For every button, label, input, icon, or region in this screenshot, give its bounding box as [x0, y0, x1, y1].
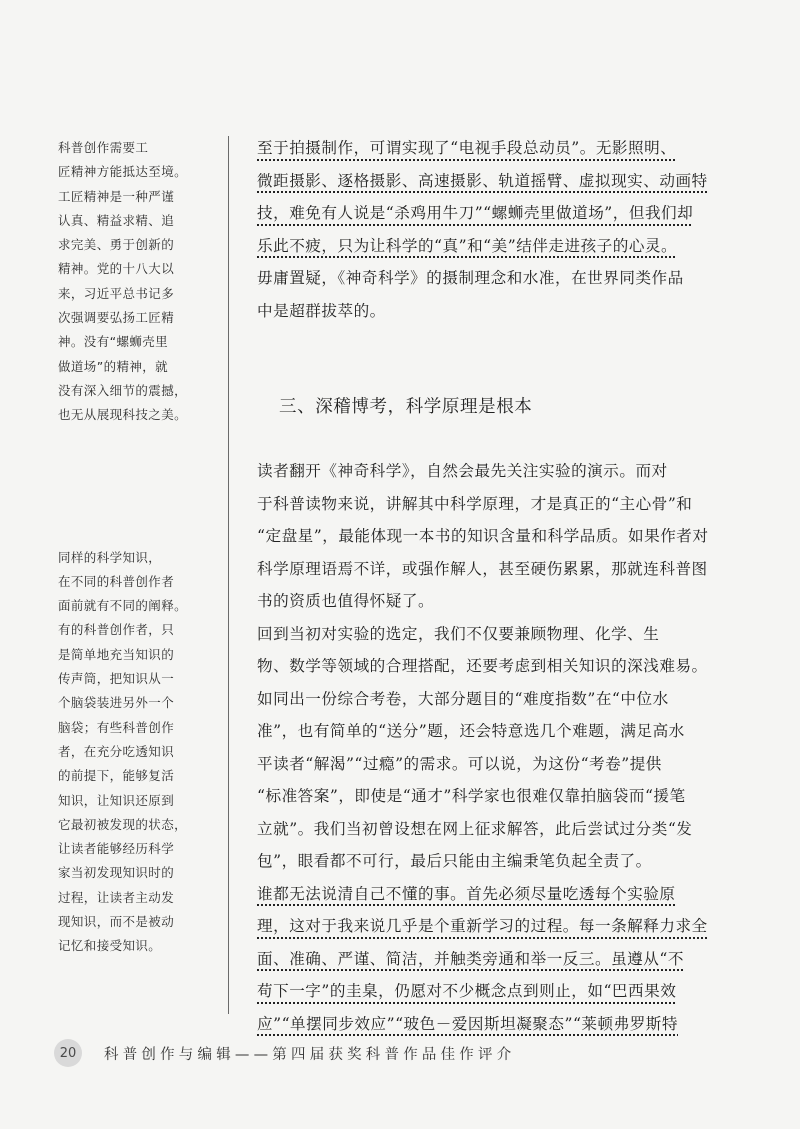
paragraph: 读者翻开《神奇科学》，自然会最先关注实验的演示。而对 于科普读物来说，讲解其中科学原理，才是真正的“主心骨”和 “定盘星”，最能体现一本书的知识含量和科学品质。如果作者对 科学原理语焉不详，或强作解人，甚至硬伤累累，那就连科普图 书的资质也值得怀疑了。	[257, 462, 709, 610]
body-text	[257, 132, 727, 1040]
emphasized-text: 至于拍摄制作，可谓实现了“电视手段总动员”。无影照明、 微距摄影、逐格摄影、高速摄影、轨道摇臂、虚拟现实、动画特 技，难免有人说是“杀鸡用牛刀”“螺蛳壳里做道场”，但我们却 乐此不疲，只为让科学的“真”和“美”结伴走进孩子的心灵。	[257, 139, 708, 255]
paragraph	[257, 878, 727, 1041]
margin-note: 同样的科学知识， 在不同的科普创作者 面前就有不同的阐释。 有的科普创作者，只 是简单地充当知识的 传声筒，把知识从一 个脑袋装进另外一个 脑袋；有些科普创作 者，在充分吃透知识 的前提下，能够复活 知识，让知识还原到 它最初被发现的状态， 让读者能够经历科学 家当初发现知识时的 过程，让读者主动发 现知识，而不是被动 记忆和接受知识。	[58, 549, 188, 954]
paragraph: 回到当初对实验的选定，我们不仅要兼顾物理、化学、生 物、数学等领域的合理搭配，还要考虑到相关知识的深浅难易。 如同出一份综合考卷，大部分题目的“难度指数”在“中位水 准”，也有简单的“送分”题，还会特意选几个难题，满足高水 平读者“解渴”“过瘾”的需求。可以说，为这份“考卷”提供 “标准答案”，即使是“通才”科学家也很难仅靠拍脑袋而“援笔 立就”。我们当初曾设想在网上征求解答，此后尝试过分类“发 包”，眼看都不可行，最后只能由主编秉笔负起全责了。	[257, 624, 708, 870]
emphasized-text: 谁都无法说清自己不懂的事。首先必须尽量吃透每个实验原 理，这对于我来说几乎是个重新学习的过程。每一条解释力求全 面、准确、严谨、简洁，并触类旁通和举一反三。虽遵从“不 苟下一字”的圭臬，仍愿对不少概念点到则止，如“巴西果效 应”“单摆同步效应”“玻色－爱因斯坦凝聚态”“莱顿弗罗斯特	[257, 884, 708, 1033]
section-heading: 三、深稽博考，科学原理是根本	[279, 397, 533, 417]
page-footer	[54, 1038, 515, 1068]
paragraph: 毋庸置疑，《神奇科学》的摄制理念和水准，在世界同类作品 中是超群拔萃的。	[257, 269, 684, 320]
running-title: 科普创作与编辑——第四届获奖科普作品佳作评介	[104, 1046, 516, 1063]
paragraph	[257, 132, 727, 262]
page-number: 20	[54, 1039, 82, 1067]
margin-notes	[58, 136, 208, 959]
column-divider	[228, 136, 229, 1014]
margin-note: 科普创作需要工 匠精神方能抵达至境。 工匠精神是一种严谨 认真、精益求精、追 求完美、勇于创新的 精神。党的十八大以 来，习近平总书记多 次强调要弘扬工匠精 神。没有“螺蛳壳里 做道场”的精神，就 没有深入细节的震撼， 也无从展现科技之美。	[58, 140, 188, 423]
